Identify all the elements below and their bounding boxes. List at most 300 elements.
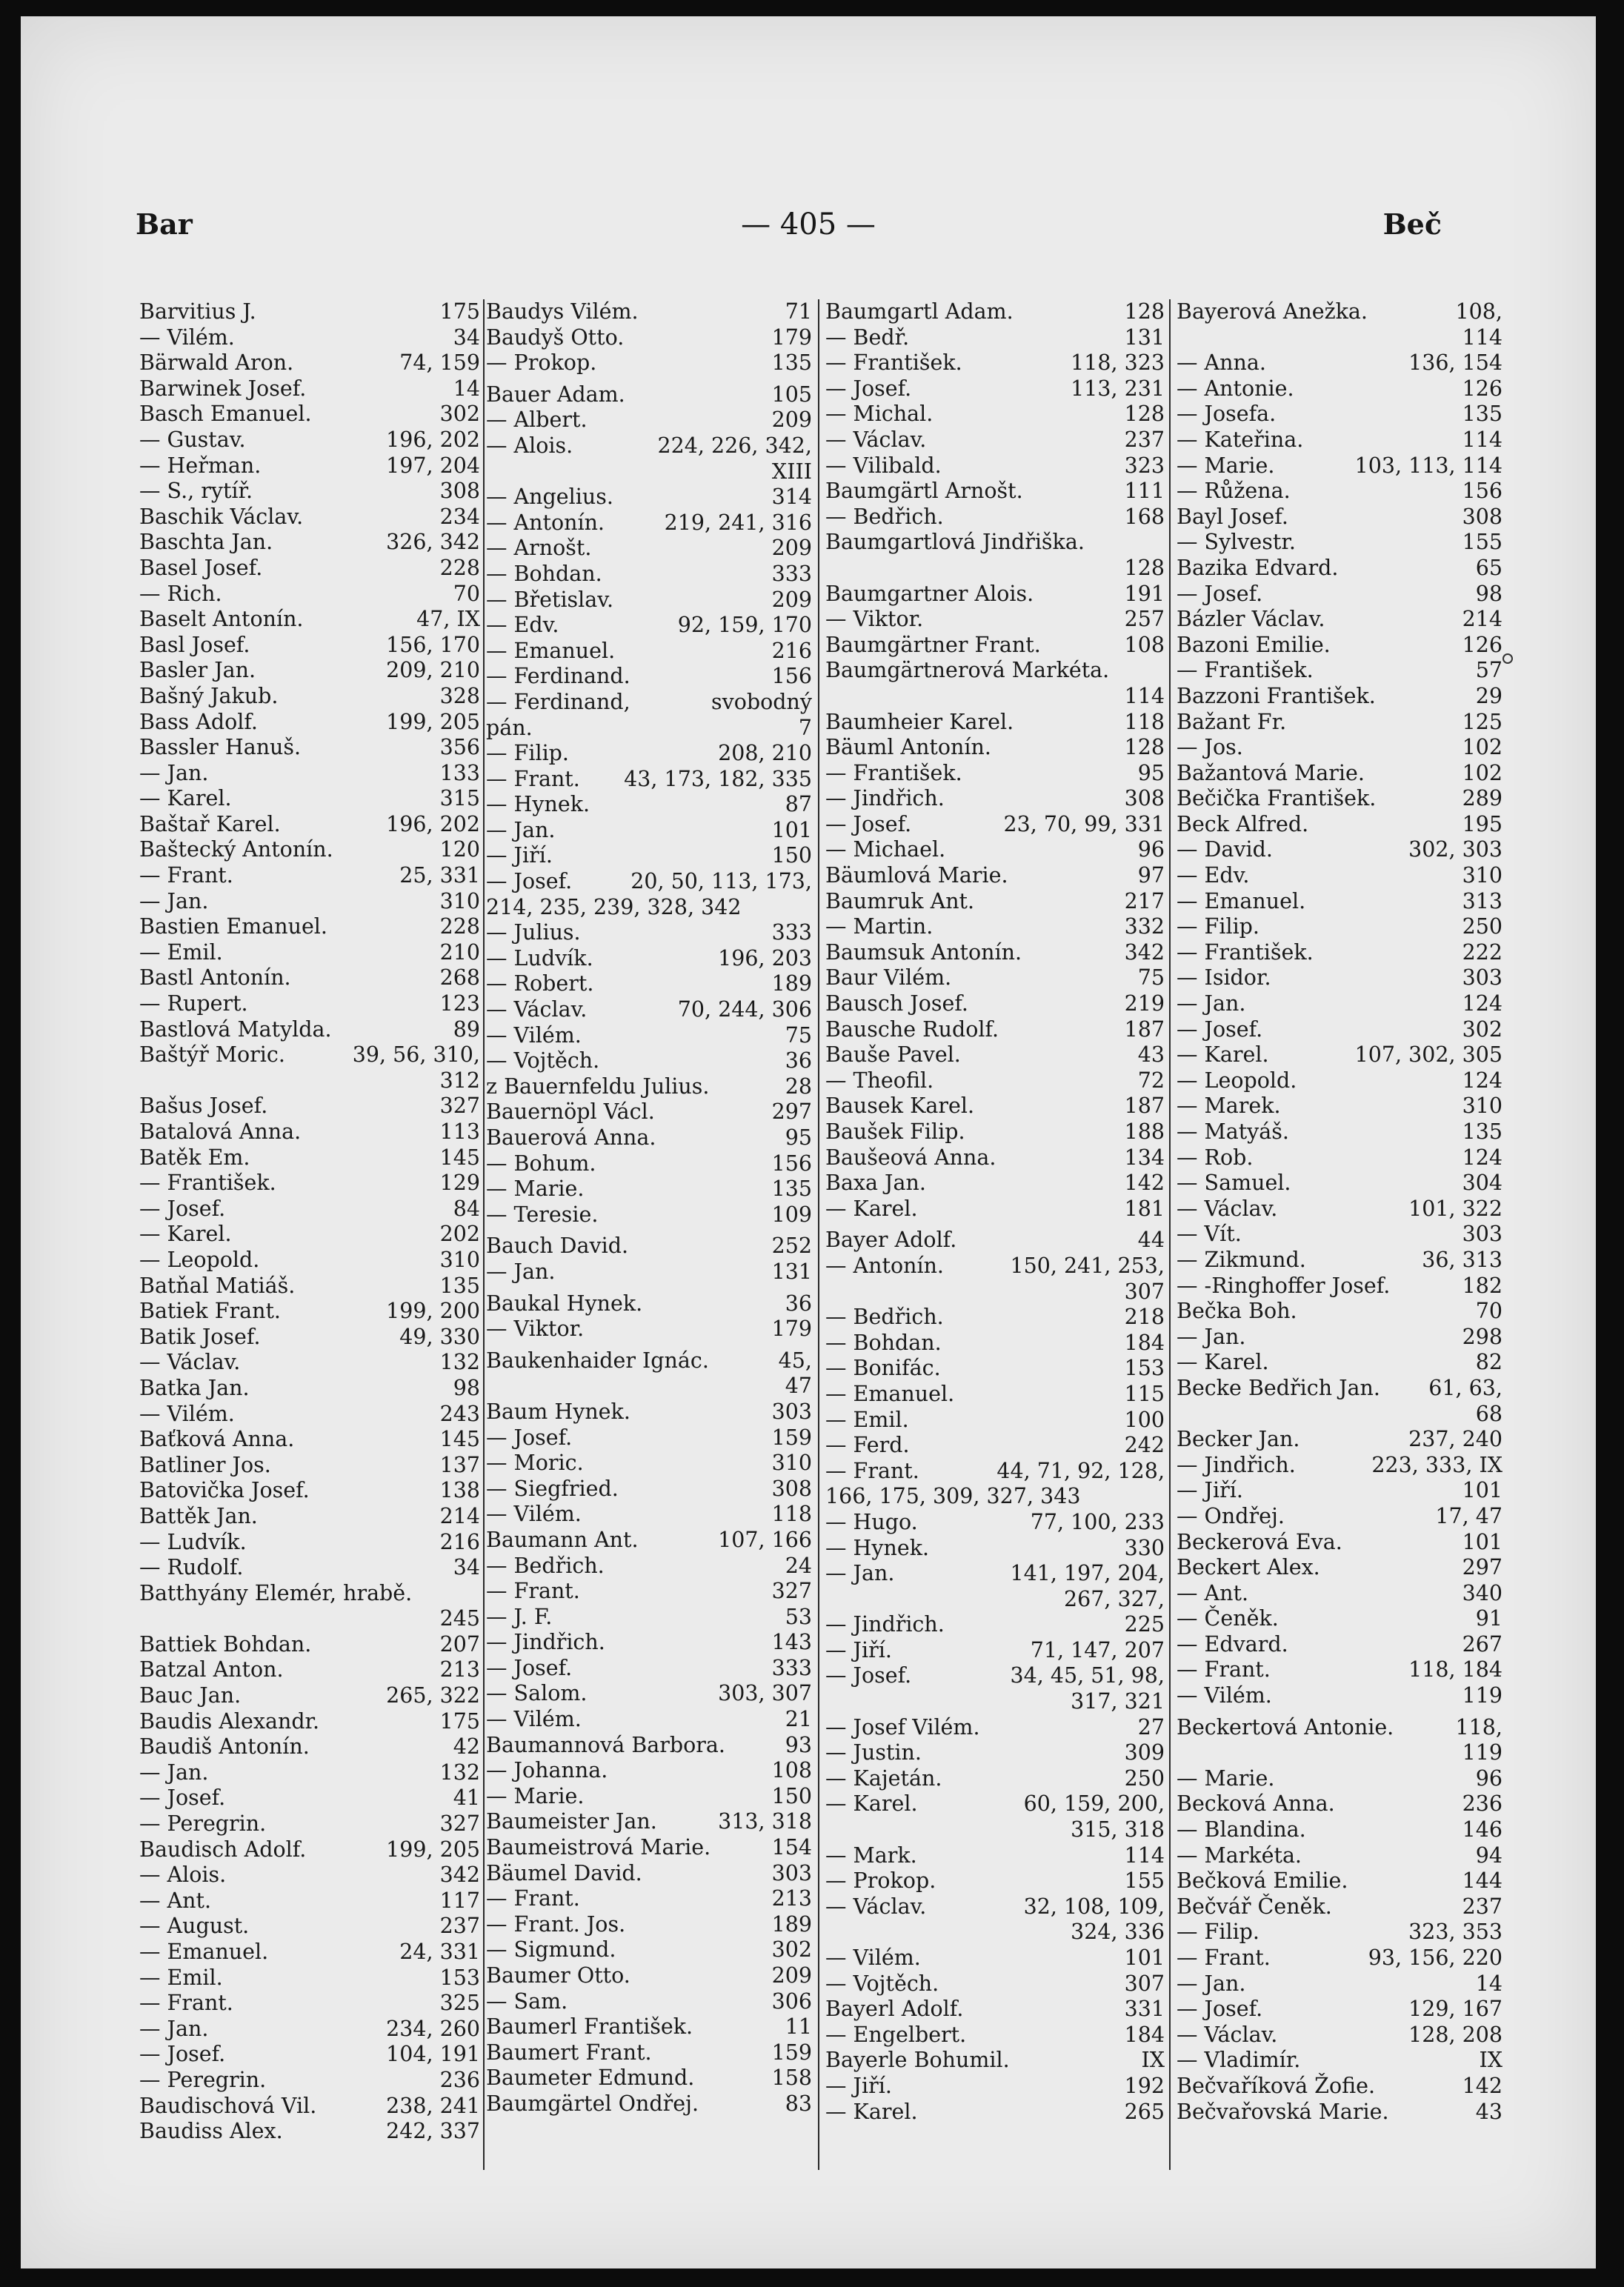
entry-pages: 135 — [1462, 402, 1502, 427]
entry-pages: 60, 159, 200, — [1023, 1791, 1165, 1817]
entry-name: Basel Josef. — [139, 555, 263, 580]
index-entry — [486, 792, 812, 818]
index-entry — [139, 1683, 480, 1709]
index-entry — [825, 1279, 1165, 1305]
entry-pages: 317, 321 — [1071, 1689, 1165, 1714]
entry-name: — Václav. — [825, 1894, 927, 1919]
entry-pages: 196, 202 — [386, 427, 480, 452]
entry-pages: svobodný — [711, 689, 812, 714]
entry-name: — Frant. — [486, 1886, 580, 1911]
index-entry — [486, 997, 812, 1023]
entry-pages: 184 — [1124, 2022, 1165, 2047]
index-entry — [486, 1477, 812, 1502]
entry-pages: 118 — [771, 1502, 812, 1527]
entry-pages: 47, IX — [416, 607, 480, 632]
entry-gap — [1177, 1709, 1502, 1715]
entry-name: Bazzoni František. — [1177, 683, 1376, 708]
entry-name: — Jos. — [1177, 735, 1243, 760]
entry-pages: 114 — [1462, 427, 1502, 452]
entry-name: Batovička Josef. — [139, 1478, 310, 1503]
entry-pages: 302 — [439, 402, 480, 427]
entry-name: Bazoni Emilie. — [1177, 632, 1331, 657]
entry-name: Baumgärtel Ondřej. — [486, 2091, 699, 2116]
entry-pages: 96 — [1475, 1765, 1502, 1791]
index-entry — [486, 1451, 812, 1477]
index-entry — [486, 1630, 812, 1656]
entry-pages: 132 — [439, 1760, 480, 1785]
index-entry — [1177, 786, 1502, 812]
entry-pages: 49, 330 — [399, 1324, 480, 1349]
index-entry — [825, 1791, 1165, 1817]
index-entry — [1177, 1017, 1502, 1043]
entry-pages: 219, 241, 316 — [664, 510, 812, 535]
entry-name: — Emanuel. — [825, 1381, 955, 1406]
index-entry — [1177, 1504, 1502, 1530]
entry-name: — Peregrin. — [139, 2067, 267, 2092]
index-entry — [825, 1042, 1165, 1068]
entry-name: — František. — [139, 1171, 276, 1196]
entry-name: Batka Jan. — [139, 1375, 250, 1400]
entry-pages: 155 — [1124, 1868, 1165, 1894]
entry-name: — Heřman. — [139, 453, 262, 478]
index-entry — [139, 812, 480, 838]
entry-pages: 297 — [771, 1099, 812, 1125]
index-entry — [486, 510, 812, 536]
entry-pages: 175 — [439, 299, 480, 324]
entry-pages: 199, 205 — [386, 709, 480, 734]
index-entry — [1177, 1530, 1502, 1556]
entry-name: — S., rytíř. — [139, 479, 253, 504]
index-entry — [825, 1305, 1165, 1331]
entry-name: Basler Jan. — [139, 658, 256, 683]
index-entry — [486, 920, 812, 946]
entry-pages: 330 — [1124, 1535, 1165, 1560]
entry-name: — Filip. — [1177, 1920, 1259, 1945]
entry-pages: 70, 244, 306 — [677, 997, 812, 1022]
entry-name: Baschik Václav. — [139, 504, 304, 529]
entry-name: — Frant. — [486, 766, 580, 791]
index-entry — [825, 453, 1165, 479]
index-entry — [486, 1835, 812, 1861]
index-entry — [825, 940, 1165, 966]
entry-name: — Václav. — [825, 427, 927, 452]
entry-pages: 310 — [1462, 863, 1502, 888]
entry-pages: 53 — [785, 1604, 812, 1629]
index-entry — [825, 1254, 1165, 1279]
entry-pages: 87 — [785, 792, 812, 817]
entry-name: Baušek Filip. — [825, 1119, 965, 1144]
entry-name: — Jindřich. — [1177, 1452, 1296, 1477]
entry-pages: 108 — [771, 1758, 812, 1783]
entry-pages: 153 — [439, 1965, 480, 1990]
entry-pages: 128 — [1124, 735, 1165, 760]
entry-name: — Josefa. — [1177, 402, 1277, 427]
entry-pages: 34 — [453, 1555, 480, 1580]
index-entry — [1177, 1119, 1502, 1145]
index-entry — [486, 1886, 812, 1912]
entry-name: 166, 175, 309, 327, 343 — [825, 1484, 1081, 1509]
index-entry — [486, 587, 812, 613]
entry-name: Becker Jan. — [1177, 1427, 1300, 1452]
index-entry — [486, 1151, 812, 1177]
index-entry — [825, 1843, 1165, 1869]
index-entry — [1177, 2048, 1502, 2074]
entry-name: — Frant. — [139, 1991, 233, 2016]
entry-name: — Zikmund. — [1177, 1247, 1306, 1272]
entry-pages: 111 — [1124, 479, 1165, 504]
index-entry — [486, 1963, 812, 1989]
entry-pages: 75 — [1137, 965, 1165, 991]
index-entry — [1177, 1453, 1502, 1479]
entry-pages: 303 — [1462, 1222, 1502, 1247]
index-entry — [825, 479, 1165, 505]
index-entry — [139, 427, 480, 453]
index-entry — [139, 1965, 480, 1991]
entry-name: — August. — [139, 1914, 250, 1939]
entry-pages: 74, 159 — [399, 350, 480, 376]
index-entry — [139, 453, 480, 479]
index-entry — [139, 889, 480, 915]
entry-name: Beck Alfred. — [1177, 811, 1309, 836]
entry-name: Baumann Ant. — [486, 1527, 639, 1552]
entry-pages: 333 — [771, 920, 812, 945]
entry-gap — [486, 1285, 812, 1291]
index-entry — [825, 1766, 1165, 1792]
entry-pages: 28 — [785, 1073, 812, 1099]
index-entry — [825, 1663, 1165, 1689]
index-entry — [825, 684, 1165, 710]
entry-name: — Josef. — [825, 1663, 912, 1688]
index-entry — [1177, 1971, 1502, 1997]
index-entry — [825, 1817, 1165, 1843]
index-entry — [139, 1940, 480, 1965]
entry-pages: 309 — [1124, 1740, 1165, 1765]
entry-pages: 114 — [1124, 683, 1165, 708]
entry-pages: 308 — [771, 1476, 812, 1501]
entry-pages: 135 — [439, 1273, 480, 1298]
entry-pages: 267, 327, — [1064, 1586, 1165, 1611]
column-divider — [1169, 299, 1171, 2170]
index-entry — [486, 1348, 812, 1374]
entry-name: — Josef. — [486, 869, 573, 894]
entry-pages: 306 — [771, 1988, 812, 2014]
entry-pages: 209 — [771, 1963, 812, 1988]
index-entry — [486, 1099, 812, 1125]
index-entry — [486, 690, 812, 716]
entry-pages: 310 — [1462, 1093, 1502, 1119]
index-entry — [486, 382, 812, 408]
index-entry — [486, 1681, 812, 1707]
entry-pages: 20, 50, 113, 173, — [630, 869, 812, 894]
index-entry — [825, 1868, 1165, 1894]
index-entry — [486, 2065, 812, 2091]
index-entry — [825, 1638, 1165, 1664]
entry-pages: 242 — [1124, 1433, 1165, 1458]
entry-pages: 326, 342 — [386, 530, 480, 555]
entry-pages: 103, 113, 114 — [1354, 453, 1502, 478]
index-entry — [825, 1145, 1165, 1171]
entry-name: Baudisch Adolf. — [139, 1837, 307, 1862]
index-entry — [139, 376, 480, 402]
index-entry — [486, 562, 812, 587]
index-entry — [486, 1234, 812, 1259]
index-entry — [825, 1536, 1165, 1562]
entry-name: — Jan. — [139, 2016, 209, 2041]
entry-name: — Jan. — [825, 1561, 895, 1586]
entry-name: — Leopold. — [1177, 1068, 1297, 1093]
entry-name: — Angelius. — [486, 485, 613, 510]
index-entry — [139, 1991, 480, 2017]
entry-pages: 196, 203 — [718, 945, 812, 971]
entry-pages: 118, 323 — [1071, 350, 1165, 376]
entry-name: — David. — [1177, 837, 1273, 862]
index-entry — [486, 1074, 812, 1100]
entry-name: — Leopold. — [139, 1247, 260, 1272]
index-entry — [1177, 940, 1502, 966]
index-entry — [825, 1068, 1165, 1094]
index-entry — [139, 991, 480, 1017]
index-entry — [486, 741, 812, 767]
entry-name: — Marek. — [1177, 1093, 1281, 1119]
index-entry — [1177, 1402, 1502, 1428]
entry-pages: 14 — [1475, 1971, 1502, 1996]
index-entry — [486, 433, 812, 459]
index-entry — [1177, 1843, 1502, 1869]
index-entry — [825, 914, 1165, 940]
entry-name: Battiek Bohdan. — [139, 1631, 312, 1657]
index-entry — [139, 1734, 480, 1760]
entry-pages: 327 — [439, 1811, 480, 1837]
entry-name: — Růžena. — [1177, 479, 1291, 504]
index-entry — [1177, 914, 1502, 940]
entry-name: — Antonín. — [486, 510, 605, 535]
entry-pages: 124 — [1462, 1145, 1502, 1170]
index-entry — [139, 1042, 480, 1068]
entry-name: Bausche Rudolf. — [825, 1016, 999, 1042]
entry-pages: 159 — [771, 1425, 812, 1450]
entry-name: Bastl Antonín. — [139, 965, 291, 991]
index-entry — [139, 1402, 480, 1428]
entry-pages: 118 — [1124, 709, 1165, 734]
index-entry — [139, 582, 480, 607]
entry-name: — Ferdinand, — [486, 689, 630, 714]
index-entry — [1177, 1171, 1502, 1196]
entry-pages: 187 — [1124, 1093, 1165, 1119]
index-entry — [139, 1196, 480, 1222]
entry-pages: 101 — [1462, 1529, 1502, 1554]
index-entry — [486, 1989, 812, 2015]
index-entry — [825, 1587, 1165, 1613]
index-entry — [139, 1785, 480, 1811]
entry-name: — Filip. — [1177, 914, 1259, 939]
entry-pages: 156, 170 — [386, 632, 480, 657]
entry-name: — Bedř. — [825, 324, 910, 350]
index-entry — [486, 664, 812, 690]
entry-name: — Jan. — [486, 1259, 556, 1284]
entry-pages: 68 — [1475, 1401, 1502, 1426]
entry-name: Baudys Vilém. — [486, 299, 639, 324]
index-entry — [139, 1171, 480, 1196]
entry-pages: 128 — [1124, 299, 1165, 324]
entry-pages: 44, 71, 92, 128, — [996, 1458, 1165, 1483]
index-entry — [139, 2017, 480, 2043]
entry-pages: 303, 307 — [718, 1681, 812, 1706]
entry-name: Baur Vilém. — [825, 965, 952, 991]
entry-pages: 27 — [1137, 1714, 1165, 1740]
index-entry — [139, 684, 480, 710]
entry-pages: 219 — [1124, 991, 1165, 1016]
entry-name: — Siegfried. — [486, 1476, 619, 1501]
entry-name: — Jindřich. — [825, 786, 945, 811]
index-entry — [1177, 505, 1502, 530]
entry-name: Baumannová Barbora. — [486, 1732, 725, 1757]
index-entry — [825, 530, 1165, 556]
entry-pages: 29 — [1475, 683, 1502, 708]
entry-pages: 25, 331 — [399, 863, 480, 888]
entry-name: — Michael. — [825, 837, 946, 862]
index-entry — [1177, 1715, 1502, 1741]
entry-name: Baumgärtl Arnošt. — [825, 479, 1023, 504]
entry-name: Bäumel David. — [486, 1860, 642, 1885]
index-entry — [1177, 1248, 1502, 1274]
entry-name: — Hynek. — [825, 1535, 930, 1560]
entry-name: Baudiš Antonín. — [139, 1734, 310, 1760]
entry-pages: 142 — [1124, 1171, 1165, 1196]
index-entry — [1177, 1740, 1502, 1766]
entry-name: — Anna. — [1177, 350, 1266, 376]
index-entry — [139, 1888, 480, 1914]
entry-name: — Marie. — [1177, 1765, 1275, 1791]
entry-name: — Emil. — [139, 1965, 223, 1990]
entry-pages: 107, 166 — [718, 1527, 812, 1552]
index-entry — [139, 761, 480, 787]
entry-pages: 154 — [771, 1835, 812, 1860]
entry-pages: 214 — [1462, 607, 1502, 632]
index-entry — [1177, 1299, 1502, 1325]
entry-pages: 216 — [439, 1529, 480, 1554]
index-entry — [825, 1510, 1165, 1536]
entry-name: — Martin. — [825, 914, 934, 939]
entry-name: — Arnošt. — [486, 536, 592, 561]
entry-name: Bastlová Matylda. — [139, 1016, 332, 1042]
entry-pages: 24, 331 — [399, 1940, 480, 1964]
entry-pages: 310 — [771, 1451, 812, 1476]
entry-name: Baumruk Ant. — [825, 888, 975, 913]
entry-name: z Bauernfeldu Julius. — [486, 1073, 710, 1099]
entry-pages: 105 — [771, 382, 812, 407]
entry-pages: 75 — [785, 1022, 812, 1048]
entry-name: — Vilém. — [139, 1401, 235, 1426]
index-entry — [825, 1196, 1165, 1222]
index-entry — [825, 1689, 1165, 1715]
entry-name: — Engelbert. — [825, 2022, 967, 2047]
entry-name: — Ferdinand. — [486, 664, 630, 689]
entry-name: Baštecký Antonín. — [139, 837, 333, 862]
index-entry — [486, 1528, 812, 1554]
entry-name: Batěk Em. — [139, 1145, 250, 1170]
index-entry — [1177, 350, 1502, 376]
entry-pages: 304 — [1462, 1171, 1502, 1196]
entry-name: Baušeová Anna. — [825, 1145, 996, 1170]
index-entry — [825, 1997, 1165, 2023]
index-entry — [825, 607, 1165, 633]
index-entry — [1177, 2100, 1502, 2125]
index-entry — [825, 761, 1165, 787]
entry-pages: 136, 154 — [1408, 350, 1502, 376]
entry-name: Baťková Anna. — [139, 1427, 295, 1452]
entry-name: — Justin. — [825, 1740, 922, 1765]
index-entry — [1177, 2023, 1502, 2048]
index-entry — [486, 1912, 812, 1938]
entry-name: — František. — [825, 760, 962, 785]
index-entry — [486, 350, 812, 376]
index-entry — [486, 1502, 812, 1528]
entry-name: Baukenhaider Ignác. — [486, 1348, 709, 1373]
index-entry — [486, 325, 812, 351]
entry-name: — Vilém. — [139, 324, 235, 350]
index-entry — [825, 350, 1165, 376]
index-entry — [825, 991, 1165, 1017]
index-entry — [486, 895, 812, 921]
entry-name: — Viktor. — [825, 607, 924, 632]
entry-name: — Ant. — [139, 1888, 212, 1913]
entry-name: — Jan. — [1177, 991, 1246, 1016]
index-entry — [139, 1811, 480, 1837]
index-entry — [1177, 1657, 1502, 1683]
entry-pages: 24 — [785, 1553, 812, 1578]
entry-name: Battěk Jan. — [139, 1503, 258, 1528]
book-page — [21, 16, 1596, 2268]
index-entry — [139, 1632, 480, 1658]
entry-name: — Jan. — [486, 817, 556, 842]
entry-name: — Bohdan. — [486, 561, 602, 586]
entry-pages: 113 — [439, 1119, 480, 1144]
entry-name: Baumgartlová Jindřiška. — [825, 530, 1085, 555]
entry-name: — Filip. — [486, 741, 569, 766]
entry-pages: 189 — [771, 1911, 812, 1937]
entry-name: Bazika Edvard. — [1177, 555, 1339, 580]
index-entry — [825, 1119, 1165, 1145]
entry-name: Bayerle Bohumil. — [825, 2048, 1010, 2073]
index-entry — [139, 479, 480, 505]
entry-pages: 43 — [1475, 2099, 1502, 2124]
index-entry — [486, 1733, 812, 1759]
index-entry — [139, 505, 480, 530]
index-entry — [486, 1399, 812, 1425]
entry-name: Bauerová Anna. — [486, 1125, 656, 1150]
entry-name: — Edv. — [486, 613, 559, 638]
index-entry — [486, 818, 812, 844]
entry-name: — Rich. — [139, 581, 222, 606]
entry-pages: 265, 322 — [386, 1683, 480, 1708]
entry-pages: 102 — [1462, 735, 1502, 760]
entry-name: — Jiří. — [825, 1637, 892, 1662]
index-entry — [486, 971, 812, 997]
index-entry — [486, 1861, 812, 1887]
index-entry — [139, 1222, 480, 1248]
entry-pages: 107, 302, 305 — [1354, 1042, 1502, 1068]
entry-name: — Frant. — [1177, 1945, 1271, 1970]
entry-pages: 307 — [1124, 1279, 1165, 1304]
entry-pages: 208, 210 — [718, 741, 812, 766]
entry-name: — Bedřich. — [825, 504, 944, 529]
entry-name: Baumgärtnerová Markéta. — [825, 658, 1110, 683]
entry-name: — Viktor. — [486, 1316, 585, 1342]
entry-name: — Moric. — [486, 1451, 584, 1476]
entry-pages: 179 — [771, 324, 812, 350]
index-entry — [1177, 863, 1502, 889]
entry-name: — Josef. — [486, 1425, 573, 1450]
